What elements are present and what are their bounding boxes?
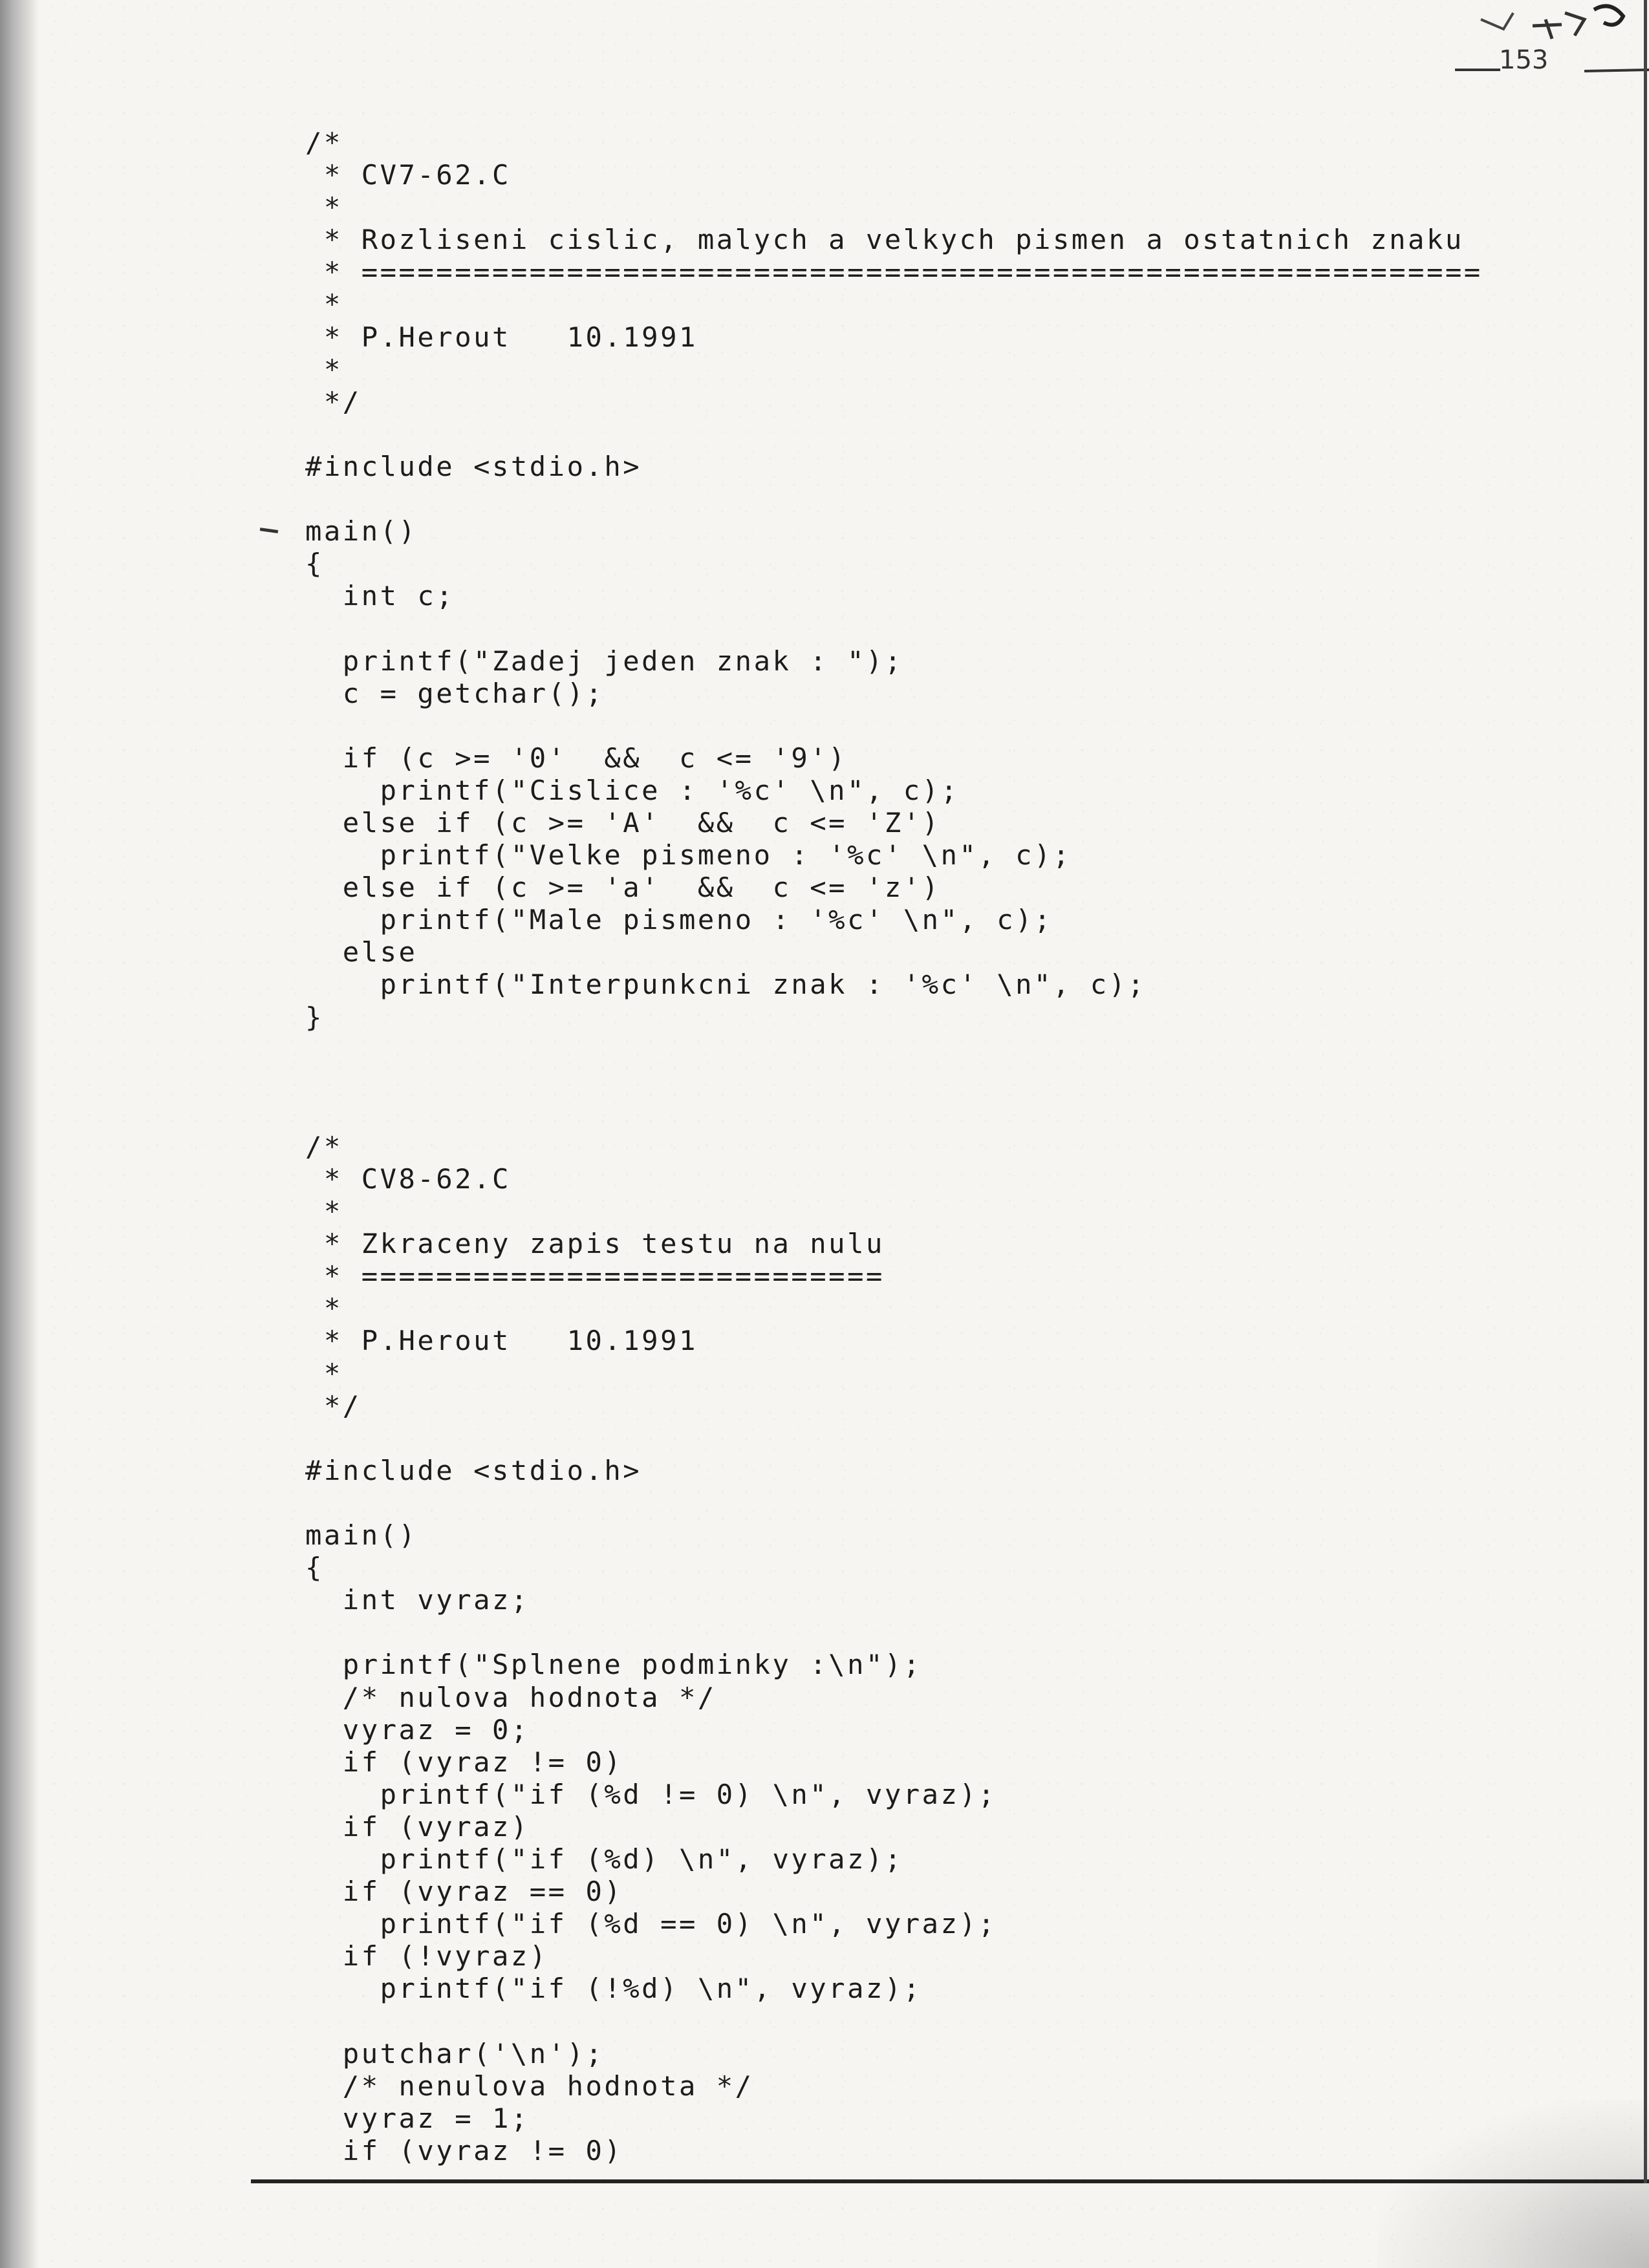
code-line: [305, 418, 1483, 451]
code-line: [305, 1487, 1483, 1519]
corner-scribble: [1455, 0, 1649, 97]
code-line: */: [305, 385, 361, 418]
code-line: * P.Herout 10.1991: [305, 321, 698, 353]
code-line: /* nulova hodnota */: [305, 1681, 717, 1713]
code-line: #include <stdio.h>: [305, 1454, 642, 1486]
code-line: [305, 1098, 1483, 1131]
code-line: #include <stdio.h>: [305, 450, 642, 482]
code-line: if (vyraz != 0): [305, 1746, 623, 1778]
code-line: putchar('\n');: [305, 2037, 605, 2070]
code-line: * ============================================================: [305, 256, 1483, 288]
code-line: * CV8-62.C: [305, 1163, 511, 1195]
code-line: * P.Herout 10.1991: [305, 1325, 698, 1357]
code-line: {: [305, 1552, 324, 1584]
code-line: *: [305, 1292, 343, 1325]
code-line: * Zkraceny zapis testu na nulu: [305, 1228, 885, 1260]
code-line: printf("if (%d != 0) \n", vyraz);: [305, 1778, 997, 1810]
code-line: if (c >= '0' && c <= '9'): [305, 742, 848, 774]
code-line: printf("if (%d == 0) \n", vyraz);: [305, 1908, 997, 1940]
code-line: if (vyraz): [305, 1810, 530, 1843]
code-line: * ============================: [305, 1260, 885, 1292]
code-line: int c;: [305, 580, 455, 612]
sheet-right-border: [1644, 0, 1647, 2183]
code-line: *: [305, 1357, 343, 1389]
code-line: [305, 1034, 1483, 1066]
code-line: [305, 1616, 1483, 1649]
code-line: printf("Velke pismeno : '%c' \n", c);: [305, 839, 1072, 872]
code-line: *: [305, 191, 343, 224]
code-line: if (vyraz == 0): [305, 1876, 623, 1908]
code-line: */: [305, 1389, 361, 1422]
code-line: [305, 1066, 1483, 1098]
scan-edge-shadow: [0, 0, 39, 2268]
code-line: else: [305, 936, 418, 968]
code-line: else if (c >= 'A' && c <= 'Z'): [305, 806, 941, 839]
code-line: [305, 2005, 1483, 2037]
code-line: [305, 1422, 1483, 1455]
code-line: else if (c >= 'a' && c <= 'z'): [305, 872, 941, 904]
code-line: {: [305, 548, 324, 580]
code-line: vyraz = 0;: [305, 1713, 530, 1746]
sheet-bottom-border: [251, 2179, 1649, 2183]
code-line: /*: [305, 1130, 343, 1162]
code-line: * CV7-62.C: [305, 159, 511, 191]
code-line: *: [305, 353, 343, 385]
code-line: [305, 483, 1483, 515]
code-line: *: [305, 288, 343, 321]
code-line: if (!vyraz): [305, 1940, 548, 1973]
code-line: printf("Splnene podminky :\n");: [305, 1649, 922, 1681]
code-line: printf("Zadej jeden znak : ");: [305, 645, 903, 677]
code-line: [305, 710, 1483, 742]
code-listing: [305, 127, 1483, 2167]
code-line: [305, 612, 1483, 645]
code-line: * Rozliseni cislic, malych a velkych pismen a ostatnich znaku: [305, 224, 1464, 256]
code-line: /* nenulova hodnota */: [305, 2070, 754, 2102]
code-line: printf("Interpunkcni znak : '%c' \n", c);: [305, 968, 1147, 1001]
page-number: 153: [1499, 45, 1549, 75]
code-line: }: [305, 1001, 324, 1033]
code-line: *: [305, 1195, 343, 1228]
code-line: printf("Male pismeno : '%c' \n", c);: [305, 904, 1053, 936]
code-line: int vyraz;: [305, 1584, 530, 1616]
code-line: printf("Cislice : '%c' \n", c);: [305, 774, 960, 806]
code-line: vyraz = 1;: [305, 2102, 530, 2134]
code-line: main(): [305, 515, 418, 548]
code-line: c = getchar();: [305, 677, 605, 709]
code-line: printf("if (%d) \n", vyraz);: [305, 1843, 903, 1875]
code-line: printf("if (!%d) \n", vyraz);: [305, 1973, 922, 2005]
code-line: /*: [305, 127, 343, 158]
code-line: if (vyraz != 0): [305, 2134, 623, 2166]
code-line: main(): [305, 1519, 418, 1552]
margin-pen-mark: [260, 528, 278, 533]
